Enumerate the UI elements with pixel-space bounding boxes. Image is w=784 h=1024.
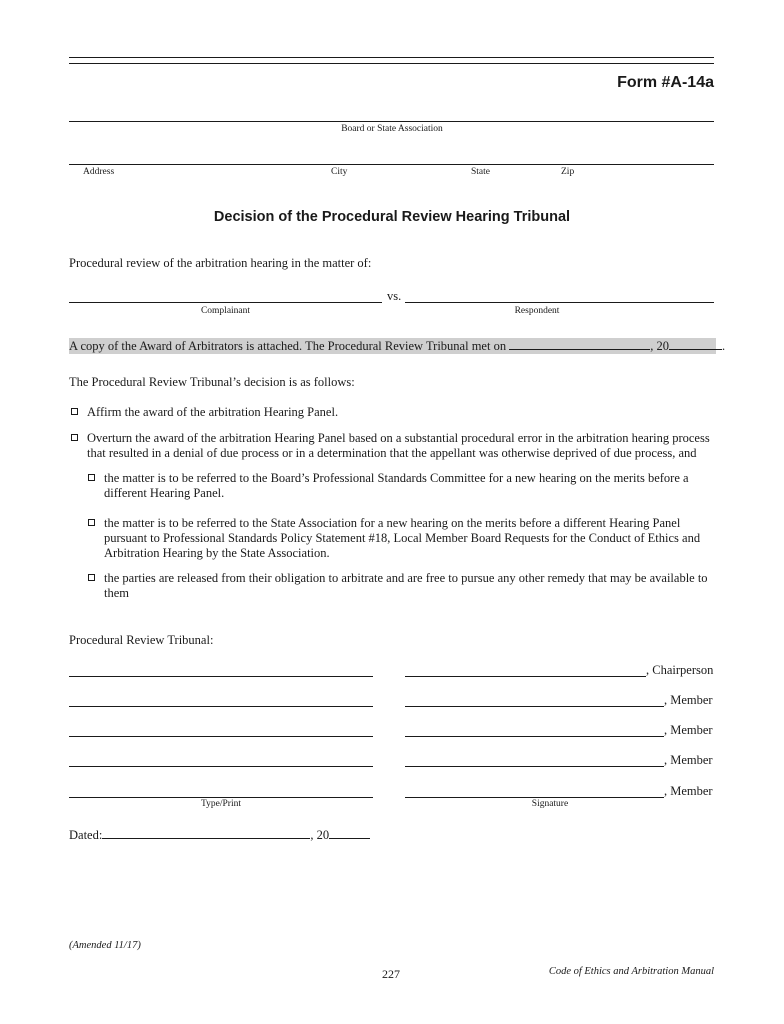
state-label: State xyxy=(471,167,490,177)
meeting-date-field[interactable] xyxy=(509,338,650,350)
member-4-name-line[interactable] xyxy=(69,797,373,798)
award-sentence xyxy=(69,338,726,354)
affirm-option-text: Affirm the award of the arbitration Hearing Panel. xyxy=(87,405,339,419)
member-4-signature-line[interactable] xyxy=(405,797,664,798)
release-parties-checkbox[interactable] xyxy=(88,574,95,581)
respondent-line[interactable] xyxy=(405,302,714,303)
overturn-checkbox[interactable] xyxy=(71,434,78,441)
release-parties-option-text: the parties are released from their obligation to arbitrate and are free to pursue any other remedy that may be available to them xyxy=(104,571,708,600)
board-association-line[interactable] xyxy=(69,121,714,122)
member-2-role: , Member xyxy=(664,723,713,737)
refer-board-option-text: the matter is to be referred to the Board’s Professional Standards Committee for a new hearing on the merits before a different Hearing Panel. xyxy=(104,471,689,500)
complainant-label: Complainant xyxy=(200,306,251,316)
chairperson-name-line[interactable] xyxy=(69,676,373,677)
overturn-option-text: Overturn the award of the arbitration Hearing Panel based on a substantial procedural error in the arbitration hearing process that resulted in a denial of due process or in a determination that the appellant was otherwise deprived of due process, and xyxy=(87,431,710,460)
dated-year-field[interactable] xyxy=(329,827,370,839)
affirm-checkbox[interactable] xyxy=(71,408,78,415)
member-1-name-line[interactable] xyxy=(69,706,373,707)
page-number: 227 xyxy=(382,967,400,981)
award-sentence-end: . xyxy=(721,339,726,353)
chairperson-signature-line[interactable] xyxy=(405,676,646,677)
refer-state-checkbox[interactable] xyxy=(88,519,95,526)
type-print-label: Type/Print xyxy=(201,799,241,809)
award-sentence-text: A copy of the Award of Arbitrators is attached. The Procedural Review Tribunal met on xyxy=(69,339,507,353)
award-year-prefix: , 20 xyxy=(650,339,669,353)
member-3-role: , Member xyxy=(664,753,713,767)
complainant-line[interactable] xyxy=(69,302,382,303)
manual-title: Code of Ethics and Arbitration Manual xyxy=(548,966,714,977)
respondent-label: Respondent xyxy=(514,306,560,316)
address-label: Address xyxy=(83,167,115,177)
signature-label: Signature xyxy=(531,799,569,809)
top-rule-1 xyxy=(69,57,714,58)
member-4-role: , Member xyxy=(664,784,713,798)
meeting-year-field[interactable] xyxy=(669,338,722,350)
chairperson-role: , Chairperson xyxy=(646,663,714,677)
dated-label: Dated: xyxy=(69,828,103,842)
member-3-name-line[interactable] xyxy=(69,766,373,767)
top-rule-2 xyxy=(69,63,714,64)
amended-note: (Amended 11/17) xyxy=(69,940,141,951)
member-1-role: , Member xyxy=(664,693,713,707)
form-number: Form #A-14a xyxy=(617,74,714,91)
refer-state-option-text: the matter is to be referred to the State Association for a new hearing on the merits before a different Hearing Panel pursuant to Professional Standards Policy Statement #18, Local Member Board Requests for the Conduct of Ethics and Arbitration Hearing by the State Association. xyxy=(104,516,701,560)
tribunal-label: Procedural Review Tribunal: xyxy=(69,633,214,647)
dated-date-field[interactable] xyxy=(102,827,310,839)
member-3-signature-line[interactable] xyxy=(405,766,664,767)
refer-board-checkbox[interactable] xyxy=(88,474,95,481)
member-1-signature-line[interactable] xyxy=(405,706,664,707)
matter-intro: Procedural review of the arbitration hearing in the matter of: xyxy=(69,256,372,270)
decision-intro: The Procedural Review Tribunal’s decision is as follows: xyxy=(69,375,355,389)
vs-text: vs. xyxy=(387,289,402,303)
address-line[interactable] xyxy=(69,164,714,165)
board-association-label: Board or State Association xyxy=(341,124,443,134)
city-label: City xyxy=(331,167,348,177)
member-2-name-line[interactable] xyxy=(69,736,373,737)
dated-row xyxy=(69,827,370,843)
zip-label: Zip xyxy=(561,167,575,177)
member-2-signature-line[interactable] xyxy=(405,736,664,737)
dated-year-prefix: , 20 xyxy=(310,828,330,842)
page-title: Decision of the Procedural Review Hearing Tribunal xyxy=(213,209,571,225)
